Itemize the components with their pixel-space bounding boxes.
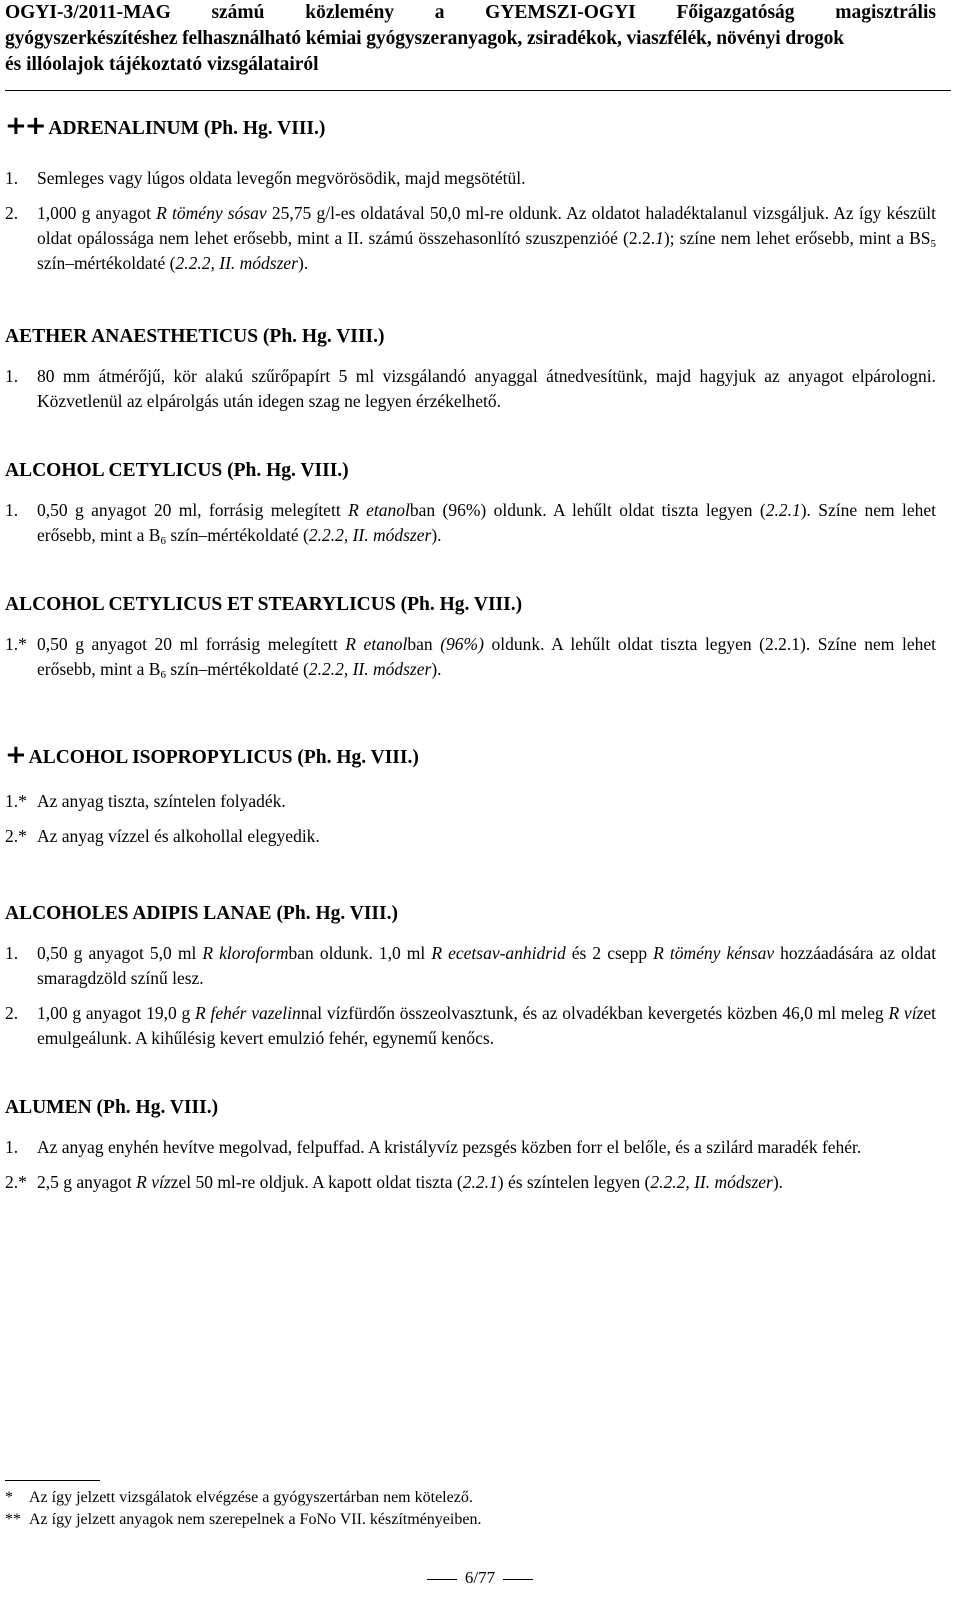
item-text: Semleges vagy lúgos oldata levegőn megvörösödik, majd megsötétül. <box>37 168 526 188</box>
item-text: 2,5 g anyagot R vízzel 50 ml-re oldjuk. A kapott oldat tiszta (2.2.1) és színtelen legyen (2.2.2, II. módszer). <box>37 1172 784 1192</box>
reagent: R kloroform <box>202 943 289 963</box>
reagent: R etanol <box>348 500 410 520</box>
footnote-text: Az így jelzett vizsgálatok elvégzése a gyógyszertárban nem kötelező. <box>29 1489 473 1506</box>
header-word: GYEMSZI-OGYI <box>485 2 636 23</box>
section-title-text: ALCOHOL ISOPROPYLICUS (Ph. Hg. VIII.) <box>28 747 419 768</box>
item-text: 1,00 g anyagot 19,0 g R fehér vazelinnal vízfürdőn összeolvasztunk, és az olvadékban kevergetés közben 46,0 ml meleg R vízet emulgeálunk. A kihűlésig kevert emulzió fehér, egynemű kenőcs. <box>37 1003 937 1048</box>
reference: 2.2.1 <box>765 500 801 520</box>
page-number-dash <box>503 1579 533 1580</box>
section-title: AETHER ANAESTHETICUS (Ph. Hg. VIII.) <box>5 326 385 347</box>
test-item <box>5 201 936 276</box>
reference: 2.2.2, II. módszer <box>650 1172 773 1192</box>
section-title: ALCOHOL CETYLICUS (Ph. Hg. VIII.) <box>5 460 349 481</box>
test-item <box>5 1135 936 1160</box>
reagent: R tömény kénsav <box>653 943 775 963</box>
fono-absent-marker: + <box>5 740 25 770</box>
section-title: ALUMEN (Ph. Hg. VIII.) <box>5 1097 219 1118</box>
section-cetylicus <box>5 458 936 548</box>
item-text: Az anyag tiszta, színtelen folyadék. <box>37 791 286 811</box>
section-cetylstearyl <box>5 592 936 682</box>
section-title <box>5 742 936 771</box>
reagent: R víz <box>888 1003 924 1023</box>
item-number: 1. <box>5 366 19 386</box>
header-line-2: gyógyszerkészítéshez felhasználható kémiai gyógyszeranyagok, zsiradékok, viaszfélék, növényi drogok <box>5 28 845 49</box>
header-word: közlemény <box>305 2 395 23</box>
reagent: R ecetsav-anhidrid <box>431 943 566 963</box>
header-word: a <box>434 2 445 23</box>
item-text: 0,50 g anyagot 20 ml forrásig melegített R etanolban (96%) oldunk. A lehűlt oldat tiszta legyen (2.2.1). Színe nem lehet erősebb, mint a $B_6$ szín–mértékoldaté (2.2.2, II. módszer). <box>37 634 936 681</box>
reference: 2.2.2, II. módszer <box>308 659 432 679</box>
item-number: 2.* <box>5 826 27 846</box>
item-number: 1. <box>5 500 19 520</box>
header-word: OGYI-3/2011-MAG <box>5 2 171 23</box>
section-aether <box>5 324 936 414</box>
header-line-1 <box>5 0 936 26</box>
header-line-3: és illóolajok tájékoztató vizsgálatairól <box>5 54 319 75</box>
item-number: 2.* <box>5 1172 27 1192</box>
section-alumen <box>5 1095 936 1195</box>
test-item <box>5 1170 936 1195</box>
header-word: számú <box>211 2 265 23</box>
item-number: 1. <box>5 943 19 963</box>
section-title: ALCOHOL CETYLICUS ET STEARYLICUS (Ph. Hg. VIII.) <box>5 594 523 615</box>
reagent: R fehér vazelin <box>195 1003 301 1023</box>
item-number: 1.* <box>5 791 27 811</box>
footnote <box>5 1509 481 1531</box>
reference: 1 <box>655 228 664 248</box>
test-item <box>5 941 936 991</box>
item-number: 1. <box>5 168 19 188</box>
test-item <box>5 1001 936 1051</box>
reagent: R víz <box>136 1172 171 1192</box>
item-text: 0,50 g anyagot 5,0 ml R kloroformban oldunk. 1,0 ml R ecetsav-anhidrid és 2 csepp R tömény kénsav hozzáadására az oldat smaragdzöld színű lesz. <box>37 943 937 988</box>
footnote-text: Az így jelzett anyagok nem szerepelnek a FoNo VII. készítményeiben. <box>29 1511 482 1528</box>
test-item <box>5 166 936 191</box>
reagent: R etanol <box>345 634 408 654</box>
test-item <box>5 789 936 814</box>
page-number-text: 6/77 <box>464 1568 496 1587</box>
item-text: Az anyag enyhén hevítve megolvad, felpuffad. A kristályvíz pezsgés közben forr el belőle, és a szilárd maradék fehér. <box>37 1137 862 1157</box>
page-number-dash <box>427 1579 457 1580</box>
header-word: magisztrális <box>835 2 936 23</box>
page-number <box>0 1568 960 1588</box>
section-adrenalinum <box>5 113 936 276</box>
header-rule <box>5 90 951 91</box>
reference: 2.2.2, II. módszer <box>175 253 298 273</box>
test-item <box>5 498 936 548</box>
reference: 2.2.2, II. módszer <box>308 525 432 545</box>
item-text: 80 mm átmérőjű, kör alakú szűrőpapírt 5 ml vizsgálandó anyaggal átnedvesítünk, majd hagyjuk az anyagot elpárologni. Közvetlenül az elpárolgás után idegen szag ne legyen érzékelhető. <box>37 366 936 411</box>
reagent: R tömény sósav <box>156 203 267 223</box>
section-title: ALCOHOLES ADIPIS LANAE (Ph. Hg. VIII.) <box>5 903 398 924</box>
footnote-mark: ** <box>5 1511 21 1528</box>
footnote <box>5 1487 481 1509</box>
document-header <box>5 0 936 78</box>
item-number: 1. <box>5 1137 19 1157</box>
section-title-text: ADRENALINUM (Ph. Hg. VIII.) <box>48 118 326 139</box>
item-number: 2. <box>5 203 19 223</box>
test-item <box>5 632 936 682</box>
item-text: 1,000 g anyagot R tömény sósav 25,75 g/l-es oldatával 50,0 ml-re oldunk. Az oldatot haladéktalanul vizsgáljuk. Az így készült oldat opálossága nem lehet erősebb, mint a II. számú összehasonlító szuszpenzióé (2.2.1); színe nem lehet erősebb, mint a $BS_5$ szín–mértékoldaté (2.2.2, II. módszer). <box>37 203 937 273</box>
reference: 2.2.1 <box>462 1172 498 1192</box>
section-isopropylicus <box>5 742 936 849</box>
section-title <box>5 113 936 142</box>
test-item <box>5 824 936 849</box>
item-number: 1.* <box>5 634 27 654</box>
item-text: 0,50 g anyagot 20 ml, forrásig melegített R etanolban (96%) oldunk. A lehűlt oldat tiszta legyen (2.2.1). Színe nem lehet erősebb, mint a $B_6$ szín–mértékoldaté (2.2.2, II. módszer). <box>37 500 936 547</box>
footnotes <box>5 1480 481 1531</box>
item-text: Az anyag vízzel és alkohollal elegyedik. <box>37 826 320 846</box>
footnote-rule <box>5 1480 100 1481</box>
header-word: Főigazgatóság <box>676 2 795 23</box>
test-item <box>5 364 936 414</box>
fono-absent-marker: ++ <box>5 111 45 141</box>
section-adipis-lanae <box>5 901 936 1051</box>
item-number: 2. <box>5 1003 19 1023</box>
footnote-mark: * <box>5 1489 13 1506</box>
